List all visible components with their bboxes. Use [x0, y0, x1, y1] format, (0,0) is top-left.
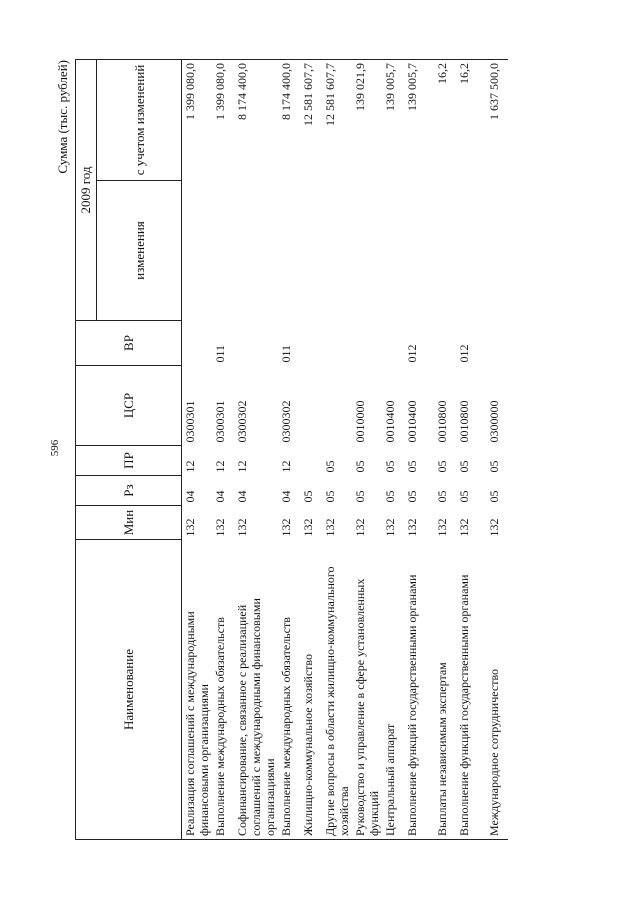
cell-name: Выполнение международных обязательств [278, 540, 300, 840]
cell-total: 139 021,9 [352, 60, 382, 181]
cell-name: Международное сотрудничество [486, 540, 508, 840]
cell-changes [300, 181, 322, 321]
cell-csr: 0010400 [383, 400, 397, 443]
cell-vr [300, 321, 322, 366]
cell-changes [278, 181, 300, 321]
table-row [300, 60, 322, 840]
cell-vr [382, 321, 404, 366]
cell-pr: 12 [235, 460, 249, 473]
cell-rz: 05 [383, 490, 397, 503]
cell-name: Центральный аппарат [382, 540, 404, 840]
table-row [352, 60, 382, 840]
cell-csr: 0300302 [279, 400, 293, 443]
cell-name: Софинансирование, связанное с реализацией соглашений с международными финансовыми организациями [234, 540, 278, 840]
cell-name: Жилищно-коммунальное хозяйство [300, 540, 322, 840]
cell-pr: 12 [279, 460, 293, 473]
cell-name: Реализация соглашений с международными финансовыми организациями [182, 540, 213, 840]
table-row [234, 60, 278, 840]
cell-min: 132 [383, 518, 397, 537]
cell-total: 8 174 400,0 [278, 60, 300, 181]
cell-total: 8 174 400,0 [234, 60, 278, 181]
cell-rz: 04 [279, 490, 293, 503]
cell-rz: 05 [487, 490, 501, 503]
cell-changes [486, 181, 508, 321]
cell-pr: 05 [457, 460, 471, 473]
cell-total: 1 399 080,0 [212, 60, 234, 181]
cell-csr: 0010000 [353, 400, 367, 443]
table-row [434, 60, 456, 840]
cell-changes [322, 181, 352, 321]
cell-pr [300, 446, 322, 476]
cell-csr: 0010800 [435, 400, 449, 443]
cell-csr [300, 366, 322, 446]
cell-changes [404, 181, 434, 321]
cell-csr: 0300301 [183, 400, 197, 443]
cell-total: 12 581 607,7 [300, 60, 322, 181]
table-row [382, 60, 404, 840]
cell-changes [212, 181, 234, 321]
cell-min: 132 [279, 518, 293, 537]
table-row [182, 60, 213, 840]
cell-vr [322, 321, 352, 366]
cell-min: 132 [213, 518, 227, 537]
cell-min: 132 [323, 518, 337, 537]
table-row [322, 60, 352, 840]
sum-title: Сумма (тыс. рублей) [55, 60, 70, 174]
cell-rz: 04 [235, 490, 249, 503]
table-row [212, 60, 234, 840]
table-row [456, 60, 486, 840]
cell-csr: 0300000 [487, 400, 501, 443]
cell-pr: 12 [183, 460, 197, 473]
cell-rz: 05 [435, 490, 449, 503]
cell-rz: 05 [301, 490, 315, 503]
cell-csr: 0300301 [213, 400, 227, 443]
cell-vr: 011 [213, 344, 227, 363]
cell-changes [182, 181, 213, 321]
cell-rz: 04 [213, 490, 227, 503]
cell-pr: 05 [487, 460, 501, 473]
cell-csr: 0300302 [235, 400, 249, 443]
cell-min: 132 [183, 518, 197, 537]
cell-min: 132 [435, 518, 449, 537]
cell-changes [434, 181, 456, 321]
cell-vr [182, 321, 213, 366]
cell-pr: 12 [213, 460, 227, 473]
cell-name: Выполнение функций государственными органами [456, 540, 486, 840]
table-row [278, 60, 300, 840]
cell-rz: 05 [405, 490, 419, 503]
cell-min: 132 [353, 518, 367, 537]
table-row [486, 60, 508, 840]
cell-pr: 05 [353, 460, 367, 473]
header-pr: ПР [76, 446, 182, 476]
header-vr: ВР [76, 321, 182, 366]
cell-pr: 05 [323, 460, 337, 473]
cell-vr: 012 [457, 344, 471, 363]
cell-total: 1 637 500,0 [486, 60, 508, 181]
cell-csr: 0010800 [457, 400, 471, 443]
cell-total: 16,2 [434, 60, 456, 181]
cell-name: Руководство и управление в сфере установленных функций [352, 540, 382, 840]
cell-csr: 0010400 [405, 400, 419, 443]
cell-rz: 05 [457, 490, 471, 503]
cell-vr [234, 321, 278, 366]
header-rz: Рз [76, 476, 182, 506]
cell-vr [352, 321, 382, 366]
cell-name: Выплаты независимым экспертам [434, 540, 456, 840]
cell-changes [456, 181, 486, 321]
cell-vr: 011 [279, 344, 293, 363]
cell-pr: 05 [383, 460, 397, 473]
cell-total: 1 399 080,0 [182, 60, 213, 181]
cell-changes [352, 181, 382, 321]
cell-pr: 05 [405, 460, 419, 473]
cell-min: 132 [457, 518, 471, 537]
cell-name: Выполнение функций государственными органами [404, 540, 434, 840]
rotated-page [55, 60, 555, 840]
cell-min: 132 [301, 518, 315, 537]
cell-changes [382, 181, 404, 321]
cell-name: Другие вопросы в области жилищно-коммунального хозяйства [322, 540, 352, 840]
cell-rz: 05 [323, 490, 337, 503]
budget-table [75, 59, 508, 840]
cell-total: 139 005,7 [404, 60, 434, 181]
header-name: Наименование [76, 540, 182, 840]
cell-pr: 05 [435, 460, 449, 473]
cell-vr [434, 321, 456, 366]
header-csr: ЦСР [76, 366, 182, 446]
table-row [404, 60, 434, 840]
header-with-changes: с учетом изменений [97, 60, 182, 181]
header-min: Мин [76, 506, 182, 540]
table-body [182, 60, 509, 840]
cell-rz: 04 [183, 490, 197, 503]
header-changes: изменения [97, 181, 182, 321]
page-number: 596 [49, 439, 61, 457]
cell-total: 16,2 [456, 60, 486, 181]
cell-min: 132 [235, 518, 249, 537]
cell-total: 139 005,7 [382, 60, 404, 181]
table-header [76, 60, 182, 840]
cell-name: Выполнение международных обязательств [212, 540, 234, 840]
cell-vr [486, 321, 508, 366]
cell-min: 132 [487, 518, 501, 537]
cell-changes [234, 181, 278, 321]
cell-min: 132 [405, 518, 419, 537]
cell-rz: 05 [353, 490, 367, 503]
cell-vr: 012 [405, 344, 419, 363]
cell-csr [322, 366, 352, 446]
cell-total: 12 581 607,7 [322, 60, 352, 181]
header-year: 2009 год [76, 60, 97, 321]
